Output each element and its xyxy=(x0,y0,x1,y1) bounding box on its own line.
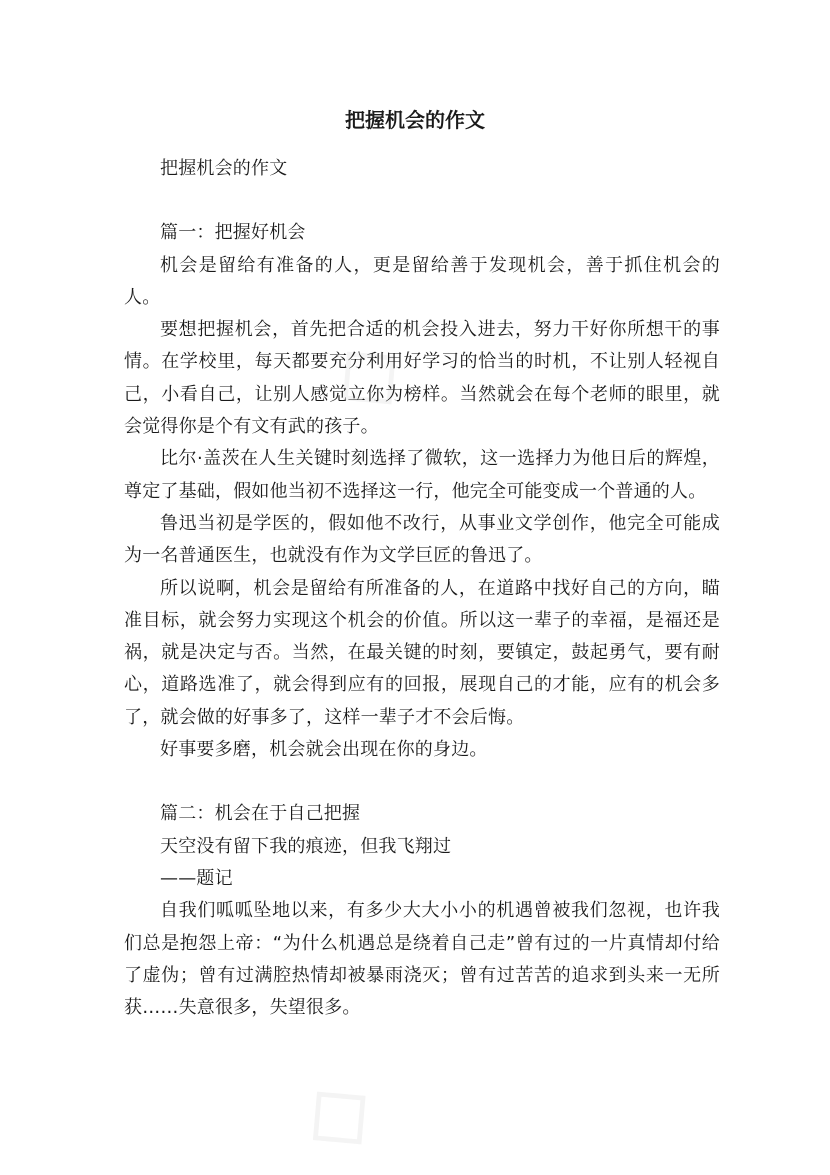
body-paragraph: 要想把握机会，首先把合适的机会投入进去，努力干好你所想干的事情。在学校里，每天都要充分利用好学习的恰当的时机，不让别人轻视自己，小看自己，让别人感觉立你为榜样。当然就会在每个老师的眼里，就会觉得你是个有文有武的孩子。 xyxy=(124,319,720,438)
body-paragraph: 比尔·盖茨在人生关键时刻选择了微软，这一选择力为他日后的辉煌，尊定了基础，假如他当初不选择这一行，他完全可能变成一个普通的人。 xyxy=(124,448,720,502)
section-heading-1: 篇一：把握好机会 xyxy=(160,222,306,244)
epigraph-attribution: ——题记 xyxy=(160,867,233,889)
document-title: 把握机会的作文 xyxy=(345,108,485,132)
watermark-graphic: ◇ xyxy=(304,310,425,435)
epigraph-line: 天空没有留下我的痕迹，但我飞翔过 xyxy=(160,835,452,857)
body-paragraph: 自我们呱呱坠地以来，有多少大大小小的机遇曾被我们忽视，也许我们总是抱怨上帝：“为什么机遇总是绕着自己走”曾有过的一片真情却付给了虚伪；曾有过满腔热情却被暴雨浇灭；曾有过苦苦的追求到头来一无所获……失意很多，失望很多。 xyxy=(124,900,720,1019)
section-heading-2: 篇二：机会在于自己把握 xyxy=(160,803,361,825)
watermark-graphic: ◇ xyxy=(274,1050,395,1175)
body-paragraph: 好事要多磨，机会就会出现在你的身边。 xyxy=(160,739,488,761)
body-paragraph: 鲁迅当初是学医的，假如他不改行，从事业文学创作，他完全可能成为一名普通医生，也就没有作为文学巨匠的鲁迅了。 xyxy=(124,512,720,567)
body-paragraph: 机会是留给有准备的人，更是留给善于发现机会，善于抓住机会的人。 xyxy=(124,254,720,308)
body-paragraph: 所以说啊，机会是留给有所准备的人，在道路中找好自己的方向，瞄准目标，就会努力实现这个机会的价值。所以这一辈子的幸福，是福还是祸，就是决定与否。当然，在最关键的时刻，要镇定，鼓起勇气，要有耐心，道路选准了，就会得到应有的回报，展现自己的才能，应有的机会多了，就会做的好事多了，这样一辈子才不会后悔。 xyxy=(124,577,720,728)
document-body xyxy=(124,153,720,1024)
subtitle-paragraph: 把握机会的作文 xyxy=(160,158,288,179)
